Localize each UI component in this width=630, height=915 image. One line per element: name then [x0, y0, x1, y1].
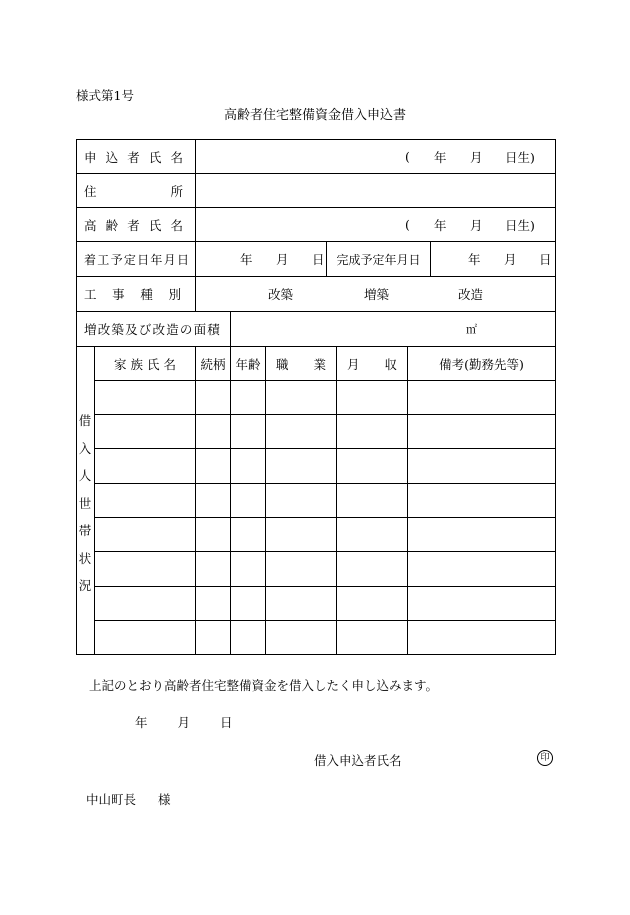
col-monthly-income: 月 収 — [346, 356, 397, 372]
construction-type-label: 工 事 種 別 — [84, 287, 181, 302]
col-remarks: 備考(勤務先等) — [439, 356, 524, 372]
table-row[interactable] — [95, 621, 555, 654]
col-age: 年齢 — [235, 356, 261, 372]
start-date-field[interactable]: 年 月 日 — [240, 252, 325, 267]
elderly-name-field[interactable]: ( 年 月 日生) — [405, 217, 535, 233]
start-date-label: 着 工 予 定 日 年 月 日 — [84, 252, 189, 267]
table-row[interactable] — [95, 449, 555, 483]
addressee: 中山町長 様 — [86, 792, 171, 807]
elderly-name-label: 高 齢 者 氏 名 — [84, 217, 183, 233]
table-row[interactable] — [95, 518, 555, 551]
table-row[interactable] — [95, 415, 555, 448]
option-kaizou[interactable]: 改造 — [458, 287, 484, 302]
form-number: 様式第1号 — [76, 88, 134, 103]
address-field[interactable] — [196, 174, 555, 207]
table-row[interactable] — [95, 552, 555, 586]
option-kaichiku[interactable]: 改築 — [268, 287, 294, 302]
declaration-text: 上記のとおり高齢者住宅整備資金を借入したく申し込みます。 — [89, 678, 439, 693]
applicant-signature-label: 借入申込者氏名 — [314, 753, 402, 768]
form-title: 高齢者住宅整備資金借入申込書 — [223, 108, 406, 123]
application-date[interactable]: 年 月 日 — [135, 715, 233, 730]
applicant-name-field[interactable]: ( 年 月 日生) — [405, 149, 535, 165]
table-row[interactable] — [95, 381, 555, 414]
area-label: 増改築及び改造の面積 — [84, 322, 222, 337]
col-family-name: 家 族 氏 名 — [114, 356, 176, 372]
completion-date-field[interactable]: 年 月 日 — [468, 252, 552, 267]
area-field[interactable]: ㎡ — [466, 323, 477, 336]
table-row[interactable] — [95, 484, 555, 517]
seal-mark: 印 — [537, 750, 553, 766]
applicant-name-label: 申 込 者 氏 名 — [84, 149, 183, 165]
construction-type-field — [196, 277, 555, 311]
table-row[interactable] — [95, 587, 555, 620]
completion-date-label: 完成予定年月日 — [336, 252, 421, 267]
col-relation: 続柄 — [200, 356, 226, 372]
option-zouchiku[interactable]: 増築 — [364, 287, 390, 302]
household-status-label: 借 入 人 世 帯 状 況 — [78, 413, 92, 593]
address-label: 住 所 — [84, 183, 183, 199]
col-occupation: 職 業 — [275, 356, 326, 372]
